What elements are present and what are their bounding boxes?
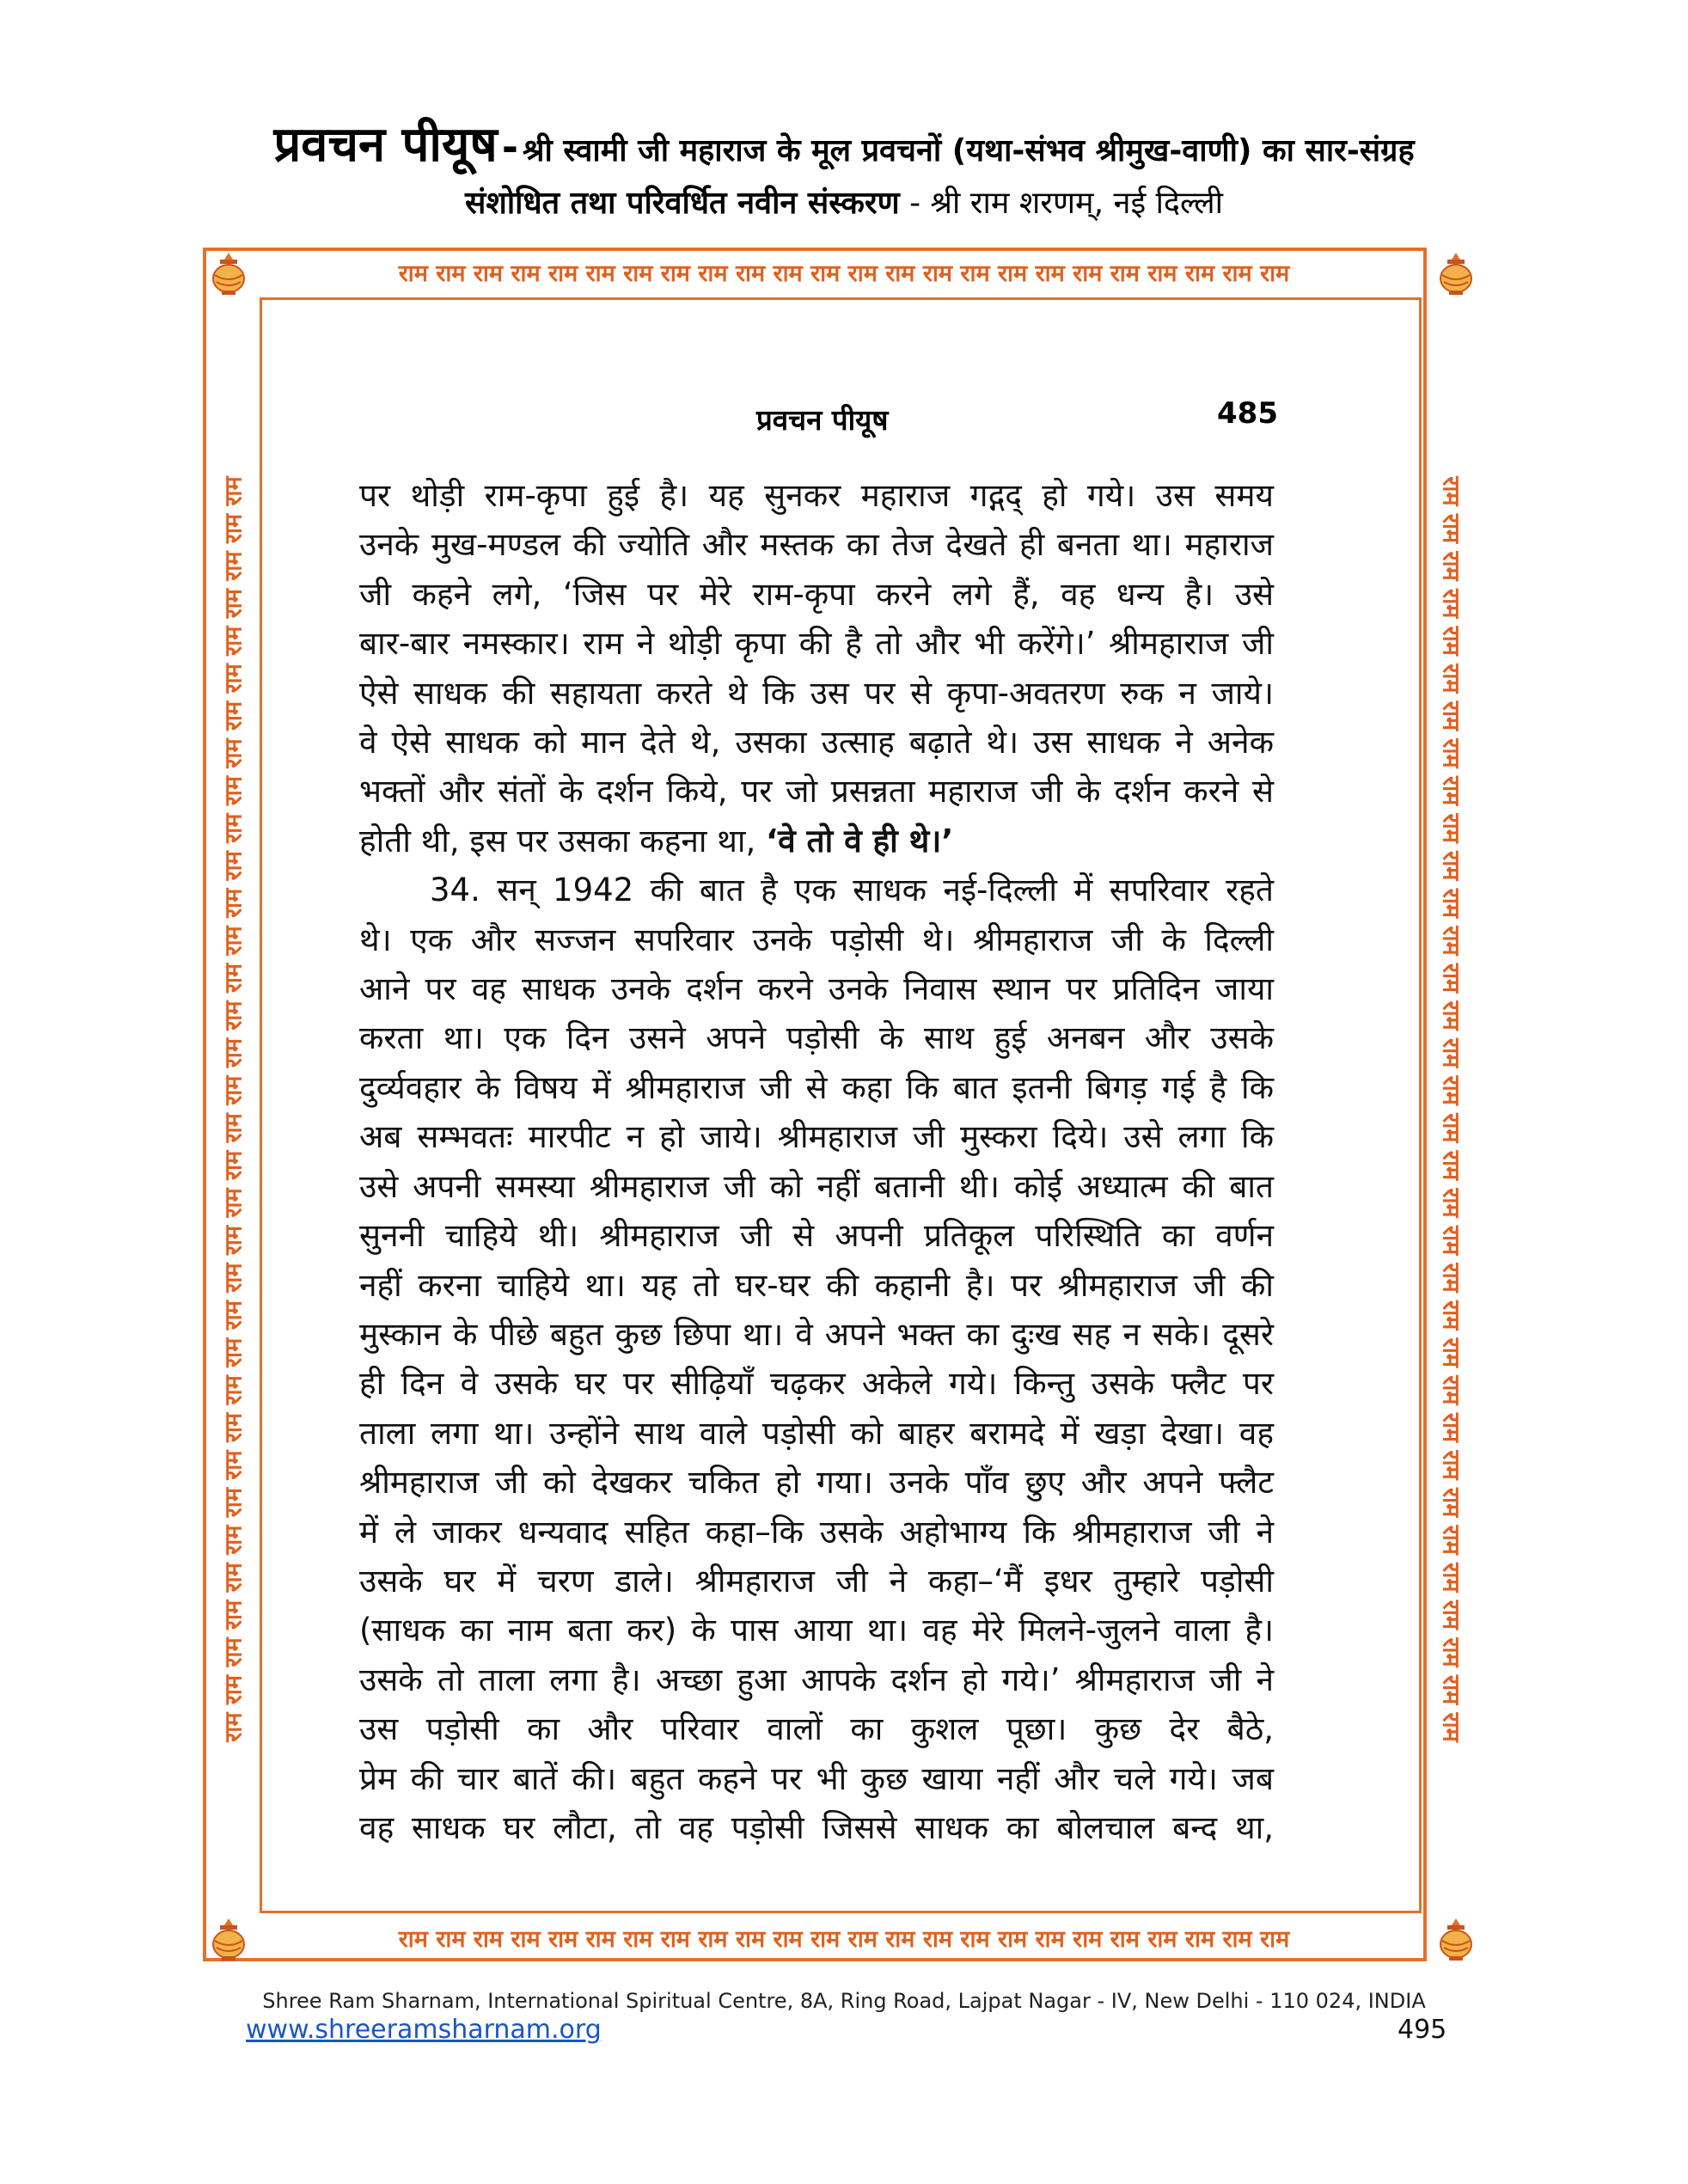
title-subtitle: श्री स्वामी जी महाराज के मूल प्रवचनों (यथा-संभव श्रीमुख-वाणी) का सार-संग्रह — [523, 133, 1415, 168]
text-line: वह साधक घर लौटा, तो वह पड़ोसी जिससे साधक का बोलचाल बन्द था, — [359, 1808, 1274, 1846]
text-line: प्रेम की चार बातें की। बहुत कहने पर भी कुछ खाया नहीं और चले गये। जब — [359, 1759, 1274, 1797]
ram-border-left: राम राम राम राम राम राम राम राम राम राम राम राम राम राम राम राम राम राम राम राम राम राम राम राम राम राम राम राम राम राम राम राम राम राम — [220, 475, 248, 1742]
text-line: होती थी, इस पर उसका कहना था, ‘वे तो वे ही थे।’ — [359, 822, 954, 860]
title-separator: - — [501, 124, 518, 170]
text-line: नहीं करना चाहिये था। यह तो घर-घर की कहानी है। पर श्रीमहाराज जी की — [359, 1266, 1274, 1304]
text-line: उनके मुख-मण्डल की ज्योति और मस्तक का तेज देखते ही बनता था। महाराज — [359, 526, 1274, 564]
text-line: थे। एक और सज्जन सपरिवार उनके पड़ोसी थे। श्रीमहाराज जी के दिल्ली — [359, 921, 1274, 958]
text-line: उसके घर में चरण डाले। श्रीमहाराज जी ने कहा–‘मैं इधर तुम्हारे पड़ोसी — [359, 1562, 1274, 1600]
title-main: प्रवचन पीयूष — [273, 117, 498, 173]
ram-border-right: राम राम राम राम राम राम राम राम राम राम राम राम राम राम राम राम राम राम राम राम राम राम राम राम राम राम राम राम राम राम राम राम राम राम — [1437, 475, 1465, 1742]
kalash-icon — [1432, 249, 1480, 297]
text-line: उसके तो ताला लगा है। अच्छा हुआ आपके दर्शन हो गये।’ श्रीमहाराज जी ने — [359, 1661, 1274, 1698]
text-line: दुर्व्यवहार के विषय में श्रीमहाराज जी से कहा कि बात इतनी बिगड़ गई है कि — [359, 1068, 1274, 1106]
text-line: करता था। एक दिन उसने अपने पड़ोसी के साथ हुई अनबन और उसके — [359, 1019, 1274, 1057]
scanned-page-number: 485 — [1217, 396, 1278, 431]
edition-line — [0, 180, 1688, 223]
text-line: उसे अपनी समस्या श्रीमहाराज जी को नहीं बतानी थी। कोई अध्यात्म की बात — [359, 1167, 1274, 1205]
text-line: उस पड़ोसी का और परिवार वालों का कुशल पूछा। कुछ देर बैठे, — [359, 1710, 1274, 1748]
footer-address: Shree Ram Sharnam, International Spiritual Centre, 8A, Ring Road, Lajpat Nagar - IV, New Delhi - 110 024, INDIA — [262, 1989, 1426, 2013]
scanned-page-header — [258, 396, 1418, 451]
text-line: जी कहने लगे, ‘जिस पर मेरे राम-कृपा करने लगे हैं, वह धन्य है। उसे — [359, 575, 1274, 613]
text-line: सुननी चाहिये थी। श्रीमहाराज जी से अपनी प्रतिकूल परिस्थिति का वर्णन — [359, 1217, 1274, 1255]
text-line: ही दिन वे उसके घर पर सीढ़ियाँ चढ़कर अकेले गये। किन्तु उसके फ्लैट पर — [359, 1365, 1274, 1403]
website-link[interactable]: www.shreeramsharnam.org — [246, 2015, 602, 2045]
kalash-icon — [205, 249, 253, 297]
pdf-page-number: 495 — [1397, 2015, 1447, 2045]
ram-border-bottom: राम राम राम राम राम राम राम राम राम राम राम राम राम राम राम राम राम राम राम राम राम राम राम राम — [398, 1925, 1290, 1953]
kalash-icon — [1432, 1915, 1480, 1963]
text-line: भक्तों और संतों के दर्शन किये, पर जो प्रसन्नता महाराज जी के दर्शन करने से — [359, 773, 1275, 811]
ram-border-top: राम राम राम राम राम राम राम राम राम राम राम राम राम राम राम राम राम राम राम राम राम राम राम राम — [398, 260, 1290, 287]
edition-rest: - श्री राम शरणम्, नई दिल्ली — [909, 186, 1223, 221]
text-line: ऐसे साधक की सहायता करते थे कि उस पर से कृपा-अवतरण रुक न जाये। — [359, 674, 1274, 712]
text-line: ताला लगा था। उन्होंने साथ वाले पड़ोसी को बाहर बरामदे में खड़ा देखा। वह — [359, 1414, 1274, 1452]
document-title — [0, 110, 1688, 175]
text-line: श्रीमहाराज जी को देखकर चकित हो गया। उनके पाँव छुए और अपने फ्लैट — [359, 1464, 1274, 1502]
text-line: में ले जाकर धन्यवाद सहित कहा–कि उसके अहोभाग्य कि श्रीमहाराज जी ने — [359, 1513, 1274, 1551]
text-line: 34. सन् 1942 की बात है एक साधक नई-दिल्ली में सपरिवार रहते — [430, 872, 1274, 909]
emphasis-quote: ‘वे तो वे ही थे।’ — [766, 822, 954, 860]
text-line: अब सम्भवतः मारपीट न हो जाये। श्रीमहाराज जी मुस्करा दिये। उसे लगा कि — [359, 1118, 1274, 1156]
running-head: प्रवचन पीयूष — [756, 403, 889, 437]
text-line: पर थोड़ी राम-कृपा हुई है। यह सुनकर महाराज गद्गद् हो गये। उस समय — [359, 477, 1274, 514]
text-line: (साधक का नाम बता कर) के पास आया था। वह मेरे मिलने-जुलने वाला है। — [359, 1612, 1274, 1649]
text-line: मुस्कान के पीछे बहुत कुछ छिपा था। वे अपने भक्त का दुःख सह न सके। दूसरे — [359, 1315, 1274, 1353]
text-line: बार-बार नमस्कार। राम ने थोड़ी कृपा की है तो और भी करेंगे।’ श्रीमहाराज जी — [359, 625, 1274, 663]
text-line: आने पर वह साधक उनके दर्शन करने उनके निवास स्थान पर प्रतिदिन जाया — [359, 970, 1274, 1008]
text-line: वे ऐसे साधक को मान देते थे, उसका उत्साह बढ़ाते थे। उस साधक ने अनेक — [359, 724, 1274, 762]
page-body — [359, 471, 1274, 1852]
kalash-icon — [205, 1915, 253, 1963]
edition-bold: संशोधित तथा परिवर्धित नवीन संस्करण — [465, 186, 900, 221]
